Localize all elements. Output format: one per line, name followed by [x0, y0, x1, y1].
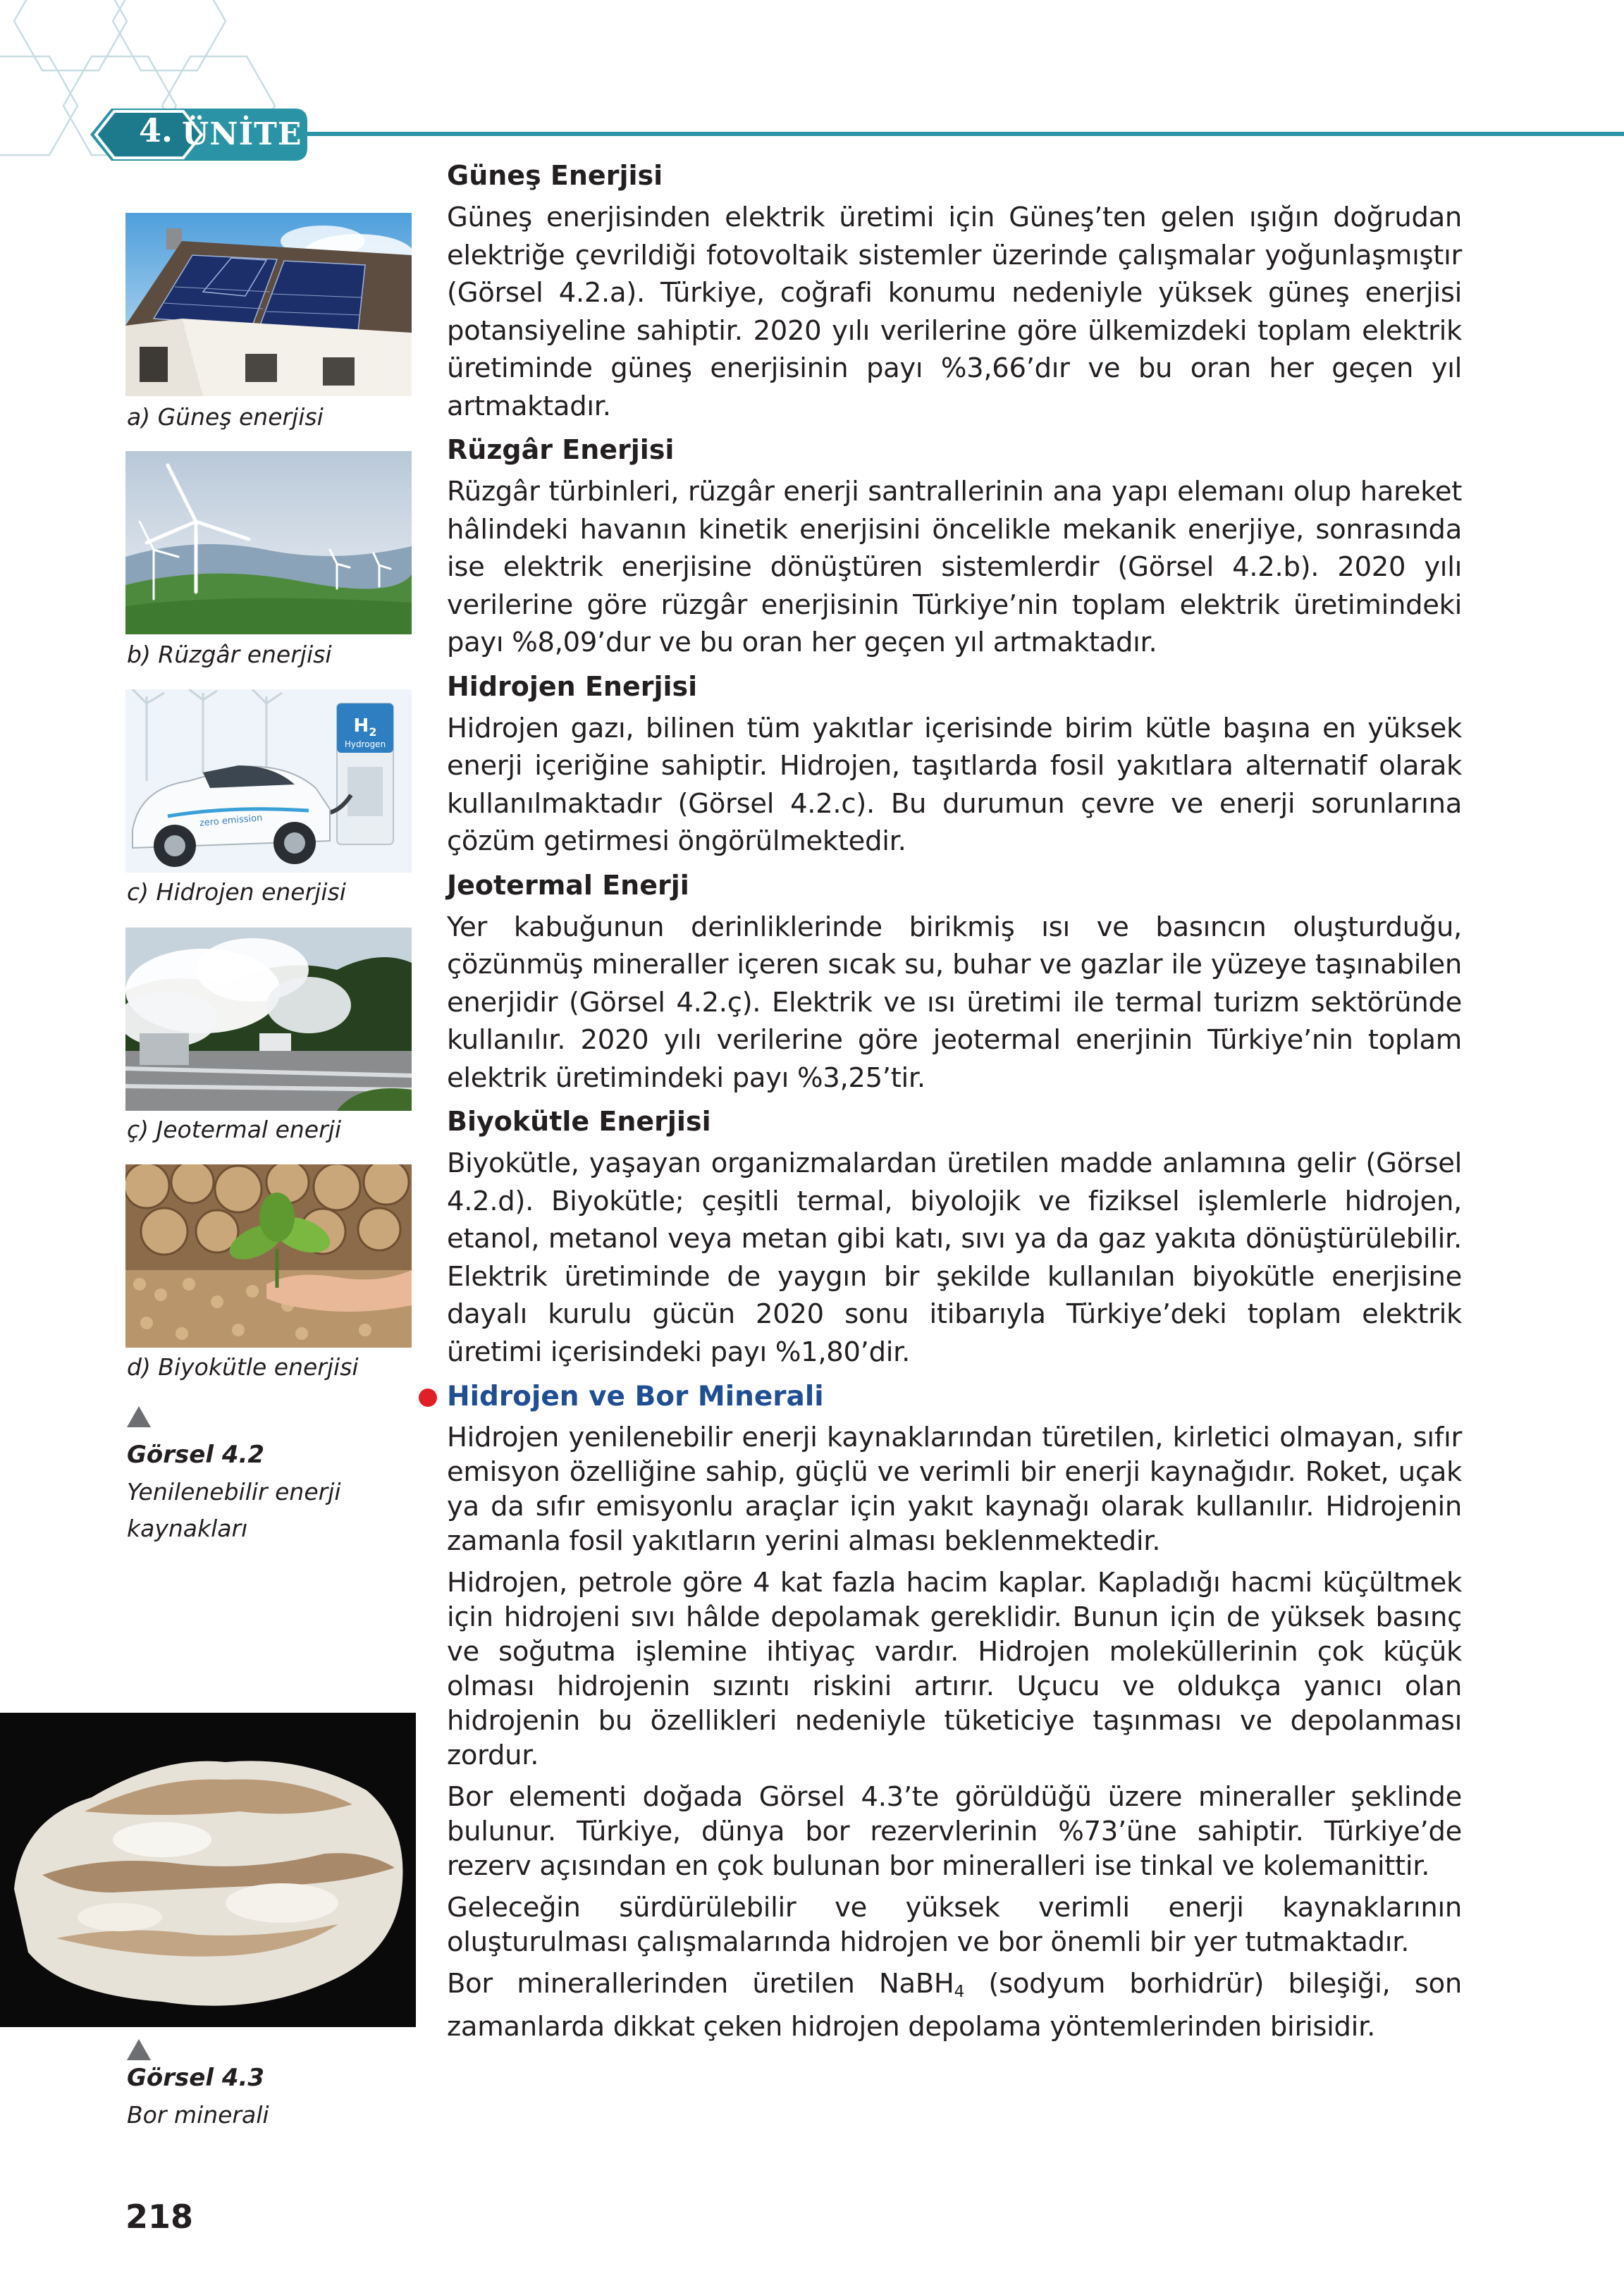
red-bullet-icon — [419, 1389, 437, 1407]
section-solar — [447, 156, 1462, 425]
caption-solar: a) Güneş enerjisi — [127, 403, 324, 431]
photo-geothermal-plant — [125, 928, 412, 1111]
figure-4-2-description: Yenilenebilir enerji kaynakları — [127, 1478, 341, 1542]
hydrogen-h-label: H — [353, 715, 369, 737]
boron-paragraph-nabh4 — [447, 1966, 1462, 2044]
figure-4-3-description: Bor minerali — [127, 2101, 269, 2129]
main-text-column — [447, 156, 1462, 2051]
caption-biomass: d) Biyokütle enerjisi — [127, 1353, 359, 1381]
unit-number: 4. — [138, 111, 173, 149]
section-paragraph: Biyokütle, yaşayan organizmalardan üretilen madde anlamına gelir (Görsel 4.2.d). Biyokütle; çeşitli termal, biyolojik ve fiziksel işlemlerle hidrojen, etanol, metanol veya metan gibi katı, sıvı ya da gaz yakıta dönüştürülebilir. Elektrik üretiminde de yaygın bir şekilde kullanılan biyokütle enerjisine dayalı kurulu gücün 2020 sonu itibarıyla Türkiye’deki toplam elektrik üretimi içerisindeki payı %1,80’dir. — [447, 1147, 1462, 1368]
caption-geothermal: ç) Jeotermal enerji — [127, 1116, 341, 1143]
figure-4-3-title: Görsel 4.3 — [127, 2064, 265, 2092]
section-paragraph: Güneş enerjisinden elektrik üretimi için Güneş’ten gelen ışığın doğrudan elektriğe çevrildiği fotovoltaik sistemler üzerinde çalışmalar yoğunlaşmıştır (Görsel 4.2.a). Türkiye, coğrafi konumu nedeniyle yüksek güneş enerjisi potansiyeline sahiptir. 2020 yılı verilerine göre ülkemizdeki toplam elektrik üretiminde güneş enerjisinin payı %3,66’dır ve bu oran her geçen yıl artmaktadır. — [447, 202, 1462, 422]
photo-biomass — [125, 1164, 412, 1348]
nabh4-text-before: Bor minerallerinden üretilen NaBH — [447, 1968, 954, 2000]
figure-4-2-title: Görsel 4.2 — [127, 1441, 265, 1469]
hydrogen-sub-label: 2 — [369, 725, 377, 739]
section-geothermal — [447, 866, 1462, 1097]
unit-label: ÜNİTE — [182, 116, 302, 152]
figure-pointer-icon — [127, 1406, 151, 1427]
unit-header-line — [282, 132, 1624, 136]
caption-wind: b) Rüzgâr enerjisi — [127, 641, 332, 668]
hexagon-decoration — [0, 0, 296, 197]
nabh4-text-after: (sodyum borhidrür) bileşiği, son zamanlarda dikkat çeken hidrojen depolama yöntemlerinden birisidir. — [447, 1968, 1462, 2043]
section-hydrogen — [447, 667, 1462, 861]
section-wind — [447, 431, 1462, 662]
caption-hydrogen: c) Hidrojen enerjisi — [127, 878, 346, 906]
section-heading: Jeotermal Enerji — [447, 869, 689, 901]
section-hydrogen-boron — [447, 1377, 1462, 2044]
section-heading: Biyokütle Enerjisi — [447, 1106, 711, 1137]
unit-badge — [83, 104, 316, 165]
hydrogen-boron-title: Hidrojen ve Bor Minerali — [447, 1381, 824, 1412]
section-paragraph: Yer kabuğunun derinliklerinde birikmiş ısı ve basıncın oluşturduğu, çözünmüş mineraller içeren sıcak su, buhar ve gazlar ile yüzeye taşınabilen enerjidir (Görsel 4.2.ç). Elektrik ve ısı üretimi ile termal turizm sektöründe kullanılır. 2020 yılı verilerine göre jeotermal enerjinin Türkiye’nin toplam elektrik üretimindeki payı %3,25’tir. — [447, 911, 1462, 1094]
figure-pointer-icon — [127, 2039, 151, 2060]
boron-paragraph: Hidrojen, petrole göre 4 kat fazla hacim kaplar. Kapladığı hacmi küçültmek için hidrojeni sıvı hâlde depolamak gereklidir. Bunun için de yüksek basınç ve soğutma işlemine ihtiyaç vardır. Hidrojen moleküllerinin çok küçük olması hidrojenin sızıntı riskini artırır. Uçucu ve oldukça yanıcı olan hidrojenin bu özellikleri nedeniyle tüketiciye taşınması ve depolanması zordur. — [447, 1567, 1462, 1771]
section-heading: Hidrojen Enerjisi — [447, 670, 698, 702]
section-biomass — [447, 1102, 1462, 1371]
car-emission-label: zero emission — [199, 813, 263, 829]
hydrogen-station-label: Hydrogen — [344, 739, 386, 749]
boron-paragraph: Geleceğin sürdürülebilir ve yüksek verimli enerji kaynaklarının oluşturulması çalışmalarında hidrojen ve bor önemli bir yer tutmaktadır. — [447, 1892, 1462, 1958]
boron-paragraph: Hidrojen yenilenebilir enerji kaynaklarından türetilen, kirletici olmayan, sıfır emisyon özelliğine sahip, güçlü ve verimli bir enerji kaynağıdır. Roket, uçak ya da sıfır emisyonlu araçlar için yakıt kaynağı olarak kullanılır. Hidrojenin zamanla fosil yakıtların yerini alması beklenmektedir. — [447, 1422, 1462, 1557]
photo-boron-mineral — [0, 1713, 416, 2027]
boron-paragraph: Bor elementi doğada Görsel 4.3’te görüldüğü üzere mineraller şeklinde bulunur. Türkiye, dünya bor rezervlerinin %73’üne sahiptir. Türkiye’de rezerv açısından en çok bulunan bor mineralleri ise tinkal ve kolemanittir. — [447, 1781, 1462, 1882]
section-paragraph: Hidrojen gazı, bilinen tüm yakıtlar içerisinde birim kütle başına en yüksek enerji içeriğine sahiptir. Hidrojen, taşıtlarda fosil yakıtlara alternatif olarak kullanılmaktadır (Görsel 4.2.c). Bu durumun çevre ve enerji sorunlarına çözüm getirmesi öngörülmektedir. — [447, 712, 1462, 857]
section-heading: Güneş Enerjisi — [447, 160, 663, 191]
section-heading: Rüzgâr Enerjisi — [447, 434, 675, 465]
section-paragraph: Rüzgâr türbinleri, rüzgâr enerji santrallerinin ana yapı elemanı olup hareket hâlindeki havanın kinetik enerjisini öncelikle mekanik enerjiye, sonrasında ise elektrik enerjisine dönüştüren sistemlerdir (Görsel 4.2.b). 2020 yılı verilerine göre rüzgâr enerjisinin Türkiye’nin toplam elektrik üretimindeki payı %8,09’dur ve bu oran her geçen yıl artmaktadır. — [447, 476, 1462, 658]
photo-wind-turbines — [125, 451, 412, 634]
page-number: 218 — [125, 2198, 194, 2236]
photo-hydrogen-car — [125, 689, 412, 873]
nabh4-subscript: 4 — [954, 1983, 964, 2001]
photo-solar-house — [125, 213, 412, 396]
